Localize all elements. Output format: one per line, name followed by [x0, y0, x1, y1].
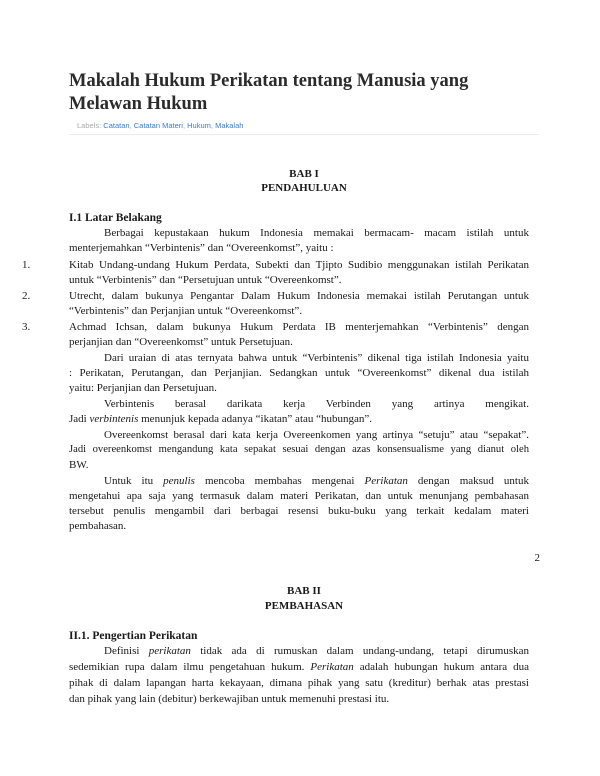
- paragraph-line: : Perikatan, Perutangan, dan Perjanjian. Sedangkan untuk “Overeenkomst” dikenal dua istilah: [69, 367, 529, 379]
- paragraph-line: BW.: [69, 459, 89, 471]
- paragraph-line: mengetahui apa saja yang termasuk dalam materi Perikatan, dan untuk menunjang pembahasan: [69, 490, 529, 502]
- list-item-line: perjanjian dan “Overeenkomst” untuk Persetujuan.: [69, 336, 293, 348]
- text-run: Untuk itu: [104, 475, 164, 487]
- label-link-makalah[interactable]: Makalah: [215, 121, 244, 130]
- page-number: 2: [534, 552, 540, 564]
- paragraph-line: [69, 412, 372, 426]
- paragraph-line: pembahasan.: [69, 520, 127, 532]
- emphasis-text: Perikatan: [364, 475, 408, 487]
- emphasis-text: Perikatan: [310, 661, 354, 673]
- list-item-line: Utrecht, dalam bukunya Pengantar Dalam Hukum Indonesia memakai istilah Perutangan untuk: [69, 290, 529, 302]
- post-labels: [77, 121, 243, 130]
- paragraph-line: tersebut penulis mengambil dari berbagai resensi buku-buku yang terkait kedalam materi: [69, 505, 529, 517]
- paragraph-line: Overeenkomst berasal dari kata kerja Overeenkomen yang artinya “setuju” atau “sepakat”.: [104, 429, 529, 441]
- list-number: 3.: [22, 321, 31, 333]
- list-item-line: untuk “Verbintenis” dan “Persetujuan untuk “Overeenkomst”.: [69, 274, 342, 286]
- paragraph-line: [104, 644, 529, 658]
- text-run: dengan maksud untuk: [407, 475, 529, 487]
- text-run: sedemikian rupa dalam ilmu pengetahuan hukum.: [69, 661, 311, 673]
- labels-prefix: Labels:: [77, 121, 102, 130]
- list-number: 1.: [22, 259, 31, 271]
- text-run: menunjuk kepada adanya “ikatan” atau “hubungan”.: [138, 413, 373, 425]
- list-item-line: Achmad Ichsan, dalam bukunya Hukum Perdata IB menterjemahkan “Verbintenis” dengan: [69, 321, 529, 333]
- label-separator: ,: [210, 121, 213, 130]
- text-run: Definisi: [104, 645, 149, 657]
- post-title[interactable]: Makalah Hukum Perikatan tentang Manusia yang Melawan Hukum: [69, 71, 469, 114]
- label-link-catatan[interactable]: Catatan: [103, 121, 130, 130]
- text-run: adalah hubungan hukum antara dua: [353, 661, 529, 673]
- paragraph-line: Berbagai kepustakaan hukum Indonesia memakai bermacam- macam istilah untuk: [104, 227, 529, 239]
- paragraph-line: [104, 474, 529, 488]
- emphasis-text: perikatan: [148, 645, 191, 657]
- paragraph-line: yaitu: Perjanjian dan Persetujuan.: [69, 382, 217, 394]
- paragraph-line: [69, 660, 529, 674]
- chapter-subtitle: PENDAHULUAN: [261, 182, 347, 194]
- list-item-line: Kitab Undang-undang Hukum Perdata, Subekti dan Tjipto Sudibio menggunakan istilah Perikatan: [69, 259, 529, 271]
- header-divider: [69, 134, 539, 135]
- paragraph-line: Dari uraian di atas ternyata bahwa untuk “Verbintenis” dikenal tiga istilah Indonesia yaitu: [104, 352, 529, 364]
- paragraph-line: pihak di dalam lapangan harta kekayaan, dimana pihak yang satu (kreditur) berhak atas prestasi: [69, 677, 529, 689]
- chapter-title: BAB I: [289, 168, 319, 180]
- label-separator: ,: [129, 121, 132, 130]
- text-run: tidak ada di rumuskan dalam undang-undang, tetapi dirumuskan: [190, 645, 529, 657]
- list-item-line: “Verbintenis” dan Perjanjian untuk “Overeenkomst”.: [69, 305, 303, 317]
- paragraph-line: dan pihak yang lain (debitur) berkewajiban untuk memenuhi prestasi itu.: [69, 693, 390, 705]
- emphasis-text: penulis: [163, 475, 195, 487]
- paragraph-line: Verbintenis berasal darikata kerja Verbinden yang artinya mengikat.: [104, 398, 529, 410]
- label-link-catatan-materi[interactable]: Catatan Materi: [133, 121, 183, 130]
- paragraph-line: Jadi overeenkomst mengandung kata sepakat sesuai dengan azas konsensualisme yang dianut oleh: [69, 444, 529, 455]
- paragraph-line: menterjemahkan “Verbintenis” dan “Overeenkomst”, yaitu :: [69, 242, 334, 254]
- text-run: Jadi: [69, 413, 90, 425]
- emphasis-text: verbintenis: [89, 413, 139, 425]
- chapter-title: BAB II: [287, 585, 321, 597]
- list-number: 2.: [22, 290, 31, 302]
- label-separator: ,: [182, 121, 186, 130]
- text-run: mencoba membahas mengenai: [194, 475, 365, 487]
- section-heading: II.1. Pengertian Perikatan: [69, 630, 198, 642]
- label-link-hukum[interactable]: Hukum: [187, 121, 211, 130]
- section-heading: I.1 Latar Belakang: [69, 212, 162, 224]
- chapter-subtitle: PEMBAHASAN: [264, 600, 344, 612]
